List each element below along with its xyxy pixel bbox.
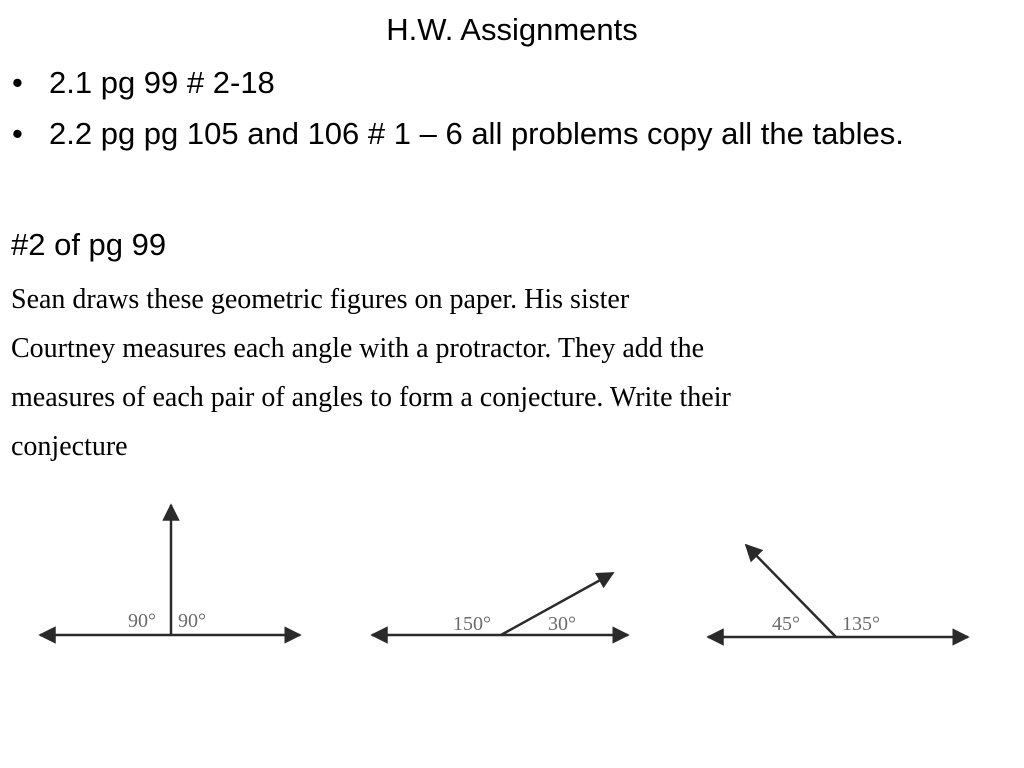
assignment-text: 2.2 pg pg 105 and 106 # 1 – 6 all problems copy all the tables. — [49, 116, 904, 151]
assignment-list — [12, 60, 1012, 162]
problem-line: Courtney measures each angle with a protractor. They add the — [11, 333, 705, 364]
angle-label: 90° — [178, 610, 206, 632]
problem-statement — [11, 275, 1011, 471]
figure-linear-pair-150-30 — [372, 573, 628, 635]
problem-line: measures of each pair of angles to form a conjecture. Write their — [11, 382, 731, 413]
assignment-item — [12, 60, 1012, 106]
problem-line: Sean draws these geometric figures on paper. His sister — [11, 284, 630, 315]
problem-line: conjecture — [11, 431, 128, 462]
bullet-icon: • — [12, 65, 23, 100]
angle-label: 30° — [548, 613, 576, 635]
bullet-icon: • — [12, 116, 23, 151]
assignment-item — [12, 111, 1012, 157]
problem-heading: #2 of pg 99 — [11, 227, 167, 262]
angle-figures — [0, 490, 1024, 670]
figure-linear-pair-45-135 — [708, 545, 968, 637]
slide-title: H.W. Assignments — [386, 12, 638, 47]
figure-right-angles — [40, 505, 300, 635]
angle-label: 135° — [842, 613, 880, 635]
angle-label: 45° — [772, 613, 800, 635]
assignment-text: 2.1 pg 99 # 2-18 — [49, 65, 275, 100]
angle-label: 150° — [453, 613, 491, 635]
angle-label: 90° — [128, 610, 156, 632]
